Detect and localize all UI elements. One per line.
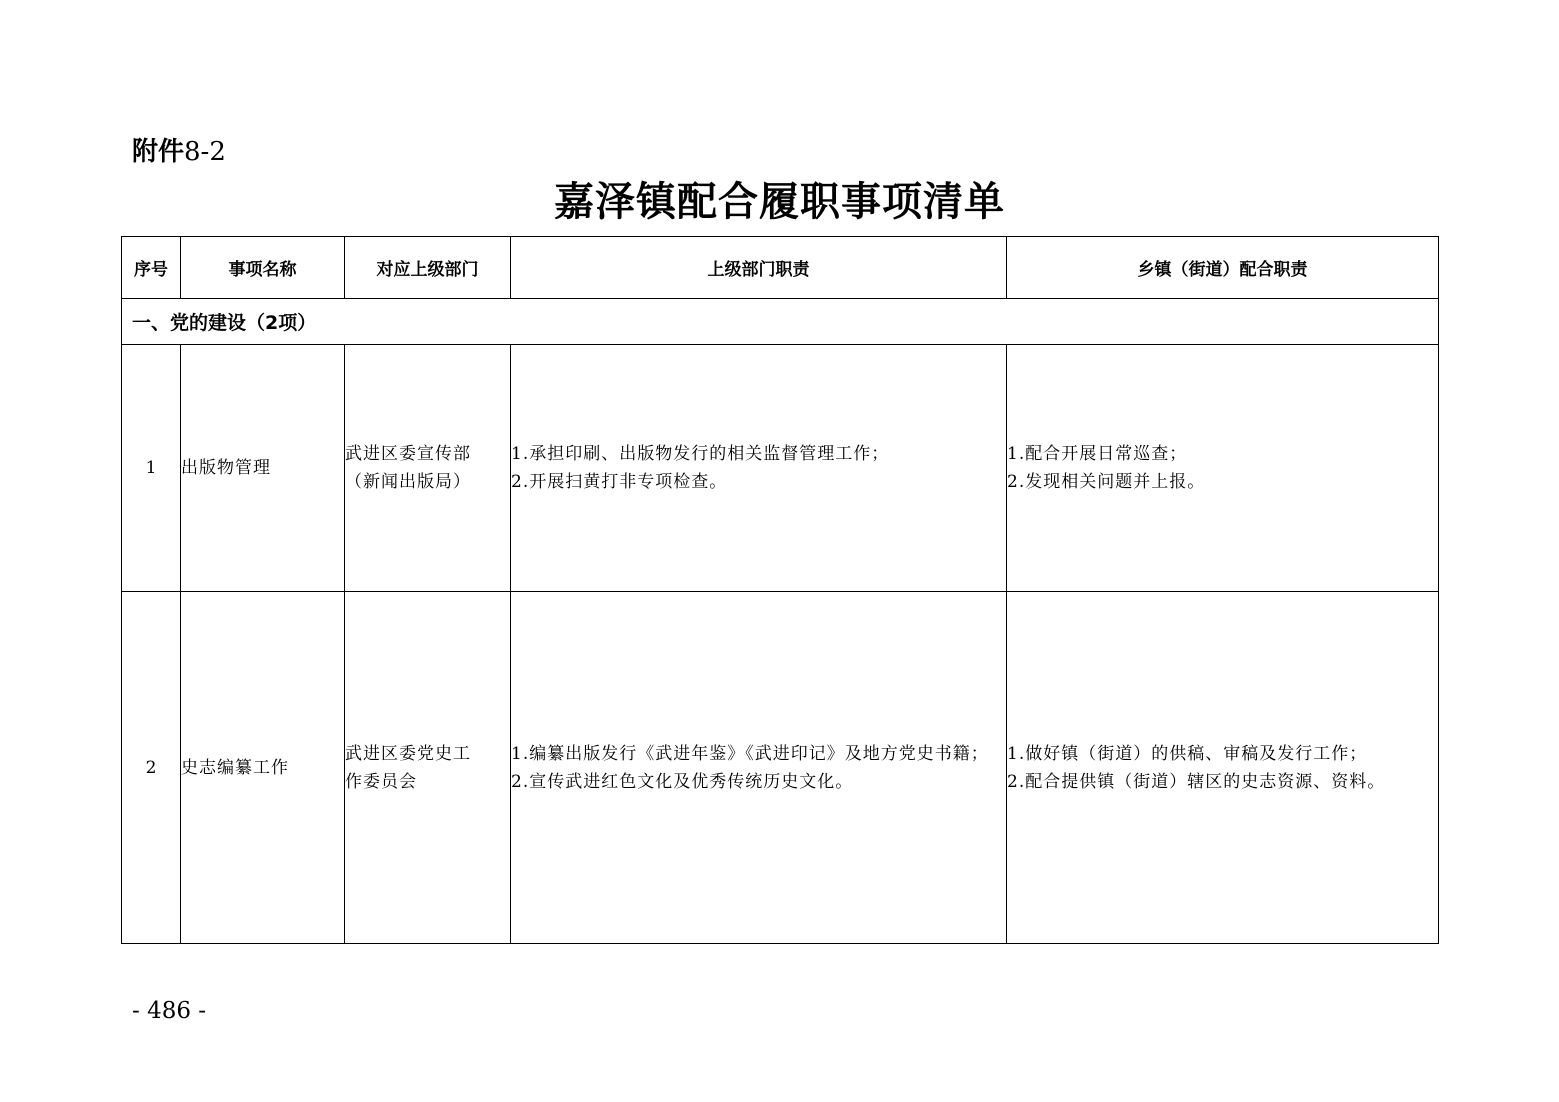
- header-num: 序号: [122, 237, 181, 299]
- header-duties: 上级部门职责: [511, 237, 1007, 299]
- department-line: 作委员会: [345, 771, 417, 792]
- duties-cell: [511, 345, 1007, 592]
- page-title: 嘉泽镇配合履职事项清单: [554, 178, 1005, 225]
- department-line: 武进区委党史工: [345, 743, 471, 764]
- table-row: [122, 592, 1439, 944]
- duty-line: 1.编纂出版发行《武进年鉴》《武进印记》及地方党史书籍；: [511, 743, 989, 764]
- attachment-label-text: 附件: [132, 137, 185, 167]
- department-cell: [345, 592, 511, 944]
- duty-line: 2.开展扫黄打非专项检查。: [511, 472, 728, 492]
- department-line: 武进区委宣传部: [345, 444, 471, 464]
- department-line: （新闻出版局）: [345, 472, 471, 492]
- duties-cell: [511, 592, 1007, 944]
- row-number: 2: [122, 592, 181, 944]
- duty-line: 1.承担印刷、出版物发行的相关监督管理工作；: [511, 444, 890, 464]
- section-row: [122, 299, 1439, 345]
- coop-cell: [1007, 345, 1439, 592]
- coop-line: 1.配合开展日常巡查；: [1007, 444, 1188, 464]
- coop-cell: [1007, 592, 1439, 944]
- department-cell: [345, 345, 511, 592]
- page-number: - 486 -: [132, 998, 207, 1024]
- header-dept: 对应上级部门: [345, 237, 511, 299]
- header-name: 事项名称: [181, 237, 345, 299]
- row-number: 1: [122, 345, 181, 592]
- table-row: [122, 345, 1439, 592]
- header-coop: 乡镇（街道）配合职责: [1007, 237, 1439, 299]
- section-title: 一、党的建设（2项）: [122, 299, 1439, 345]
- table-header-row: [122, 237, 1439, 299]
- coop-line: 2.发现相关问题并上报。: [1007, 472, 1206, 492]
- attachment-label-number: 8-2: [184, 137, 226, 167]
- coop-line: 1.做好镇（街道）的供稿、审稿及发行工作；: [1007, 743, 1368, 764]
- coop-line: 2.配合提供镇（街道）辖区的史志资源、资料。: [1007, 771, 1386, 792]
- duty-line: 2.宣传武进红色文化及优秀传统历史文化。: [511, 771, 854, 792]
- item-name: 史志编纂工作: [181, 592, 345, 944]
- duty-table: [121, 236, 1439, 944]
- attachment-label: [132, 134, 226, 170]
- item-name: 出版物管理: [181, 345, 345, 592]
